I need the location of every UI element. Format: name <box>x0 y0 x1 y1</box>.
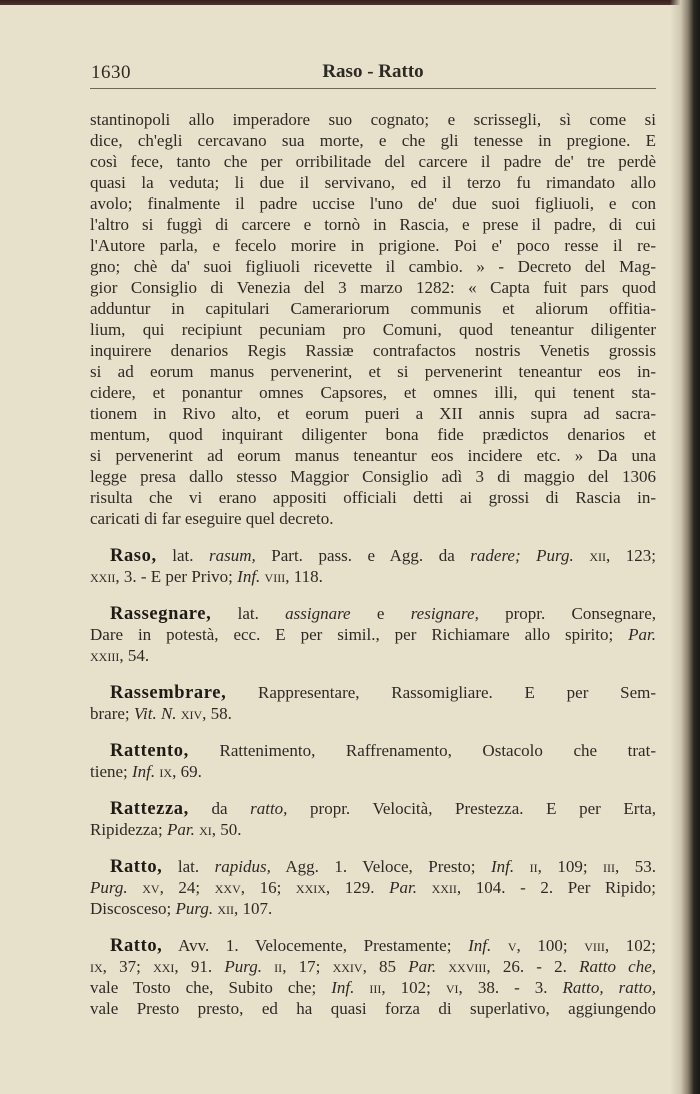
header-rule <box>90 88 656 89</box>
text-run: propr. Velocità, Prestezza. E per Erta, <box>287 799 656 818</box>
text-run: Agg. 1. Veloce, Presto; <box>270 857 491 876</box>
dictionary-entry <box>90 740 656 782</box>
roman-numeral: xxix <box>295 878 326 897</box>
roman-numeral: xxi <box>153 957 175 976</box>
text-run: , 85 <box>362 957 409 976</box>
text-line <box>90 235 656 256</box>
dictionary-entry <box>90 545 656 587</box>
italic-text: Ratto, ratto, <box>562 978 656 997</box>
italic-text: Inf. <box>468 936 492 955</box>
text-line <box>90 277 656 298</box>
text-run: , 16; <box>240 878 296 897</box>
text-run: vale Tosto che, Subito che; <box>90 978 332 997</box>
italic-text: rapidus, <box>214 857 271 876</box>
text-run: tionem in Rivo alto, et eorum pueri a XII annis supra ad sacra- <box>90 404 656 423</box>
dictionary-entry <box>90 856 656 919</box>
dictionary-entry <box>90 682 656 724</box>
text-run: , 107. <box>234 899 273 918</box>
roman-numeral: ii <box>261 957 283 976</box>
text-run: legge presa dallo stesso Maggior Consiglio adì 3 di maggio del 1306 <box>90 467 656 486</box>
roman-numeral: xxiv <box>332 957 363 976</box>
text-line <box>90 856 656 877</box>
text-run: quasi la veduta; li due il servivano, ed il terzo fu rimandato allo <box>90 173 656 192</box>
roman-numeral: xxii <box>416 878 457 897</box>
text-line <box>90 424 656 445</box>
text-run: vale Presto presto, ed ha quasi forza di superlativo, aggiungendo <box>90 999 656 1018</box>
text-line <box>90 761 656 782</box>
text-line <box>90 898 656 919</box>
text-line <box>90 403 656 424</box>
text-line <box>90 487 656 508</box>
text-run: Rappresentare, Rassomigliare. E per Sem- <box>226 683 656 702</box>
italic-text: Purg. <box>90 878 128 897</box>
text-line <box>90 603 656 624</box>
text-run: gno; chè da' suoi figliuoli ricevette il cambio. » - Decreto del Mag- <box>90 257 656 276</box>
dictionary-entry <box>90 935 656 1019</box>
text-run: avolo; finalmente il padre uccise l'uno de' due suoi figliuoli, e con <box>90 194 656 213</box>
roman-numeral: v <box>491 936 517 955</box>
text-line <box>90 109 656 130</box>
text-line <box>90 340 656 361</box>
text-run: Ripidezza; <box>90 820 167 839</box>
text-line <box>90 172 656 193</box>
italic-text: assignare <box>285 604 351 623</box>
text-line <box>90 130 656 151</box>
text-line <box>90 682 656 703</box>
italic-text: Inf. <box>331 978 355 997</box>
roman-numeral: xv <box>127 878 160 897</box>
italic-text: Par. <box>389 878 417 897</box>
italic-text: Par. <box>628 625 656 644</box>
text-line <box>90 361 656 382</box>
text-run: , 54. <box>119 646 150 665</box>
roman-numeral: iii <box>603 857 616 876</box>
text-line <box>90 214 656 235</box>
text-run: mentum, quod inquirant diligenter bona fide prædictos denarios et <box>90 425 656 444</box>
italic-text: resignare, <box>410 604 479 623</box>
roman-numeral: ii <box>514 857 538 876</box>
text-run: Avv. 1. Velocemente, Prestamente; <box>162 936 469 955</box>
italic-text: Ratto che, <box>579 957 657 976</box>
italic-text: Par. <box>166 820 195 839</box>
text-run: lium, qui recipiunt pecuniam pro Comuni, quod teneantur diligenter <box>90 320 656 339</box>
text-line <box>90 703 656 724</box>
text-run: lat. <box>162 857 215 876</box>
text-run: , 100; <box>516 936 585 955</box>
text-run: , 123; <box>605 546 656 565</box>
continued-paragraph <box>90 109 656 529</box>
headword: Rassegnare, <box>110 604 212 624</box>
text-run: l'altro si fuggì di carcere e tornò in Rascia, e prese il padre, di cui <box>90 215 656 234</box>
text-run: da <box>188 799 251 818</box>
italic-text: Purg. <box>175 899 214 918</box>
text-line <box>90 445 656 466</box>
italic-text: Vit. N. <box>133 704 177 723</box>
roman-numeral: xxviii <box>436 957 487 976</box>
text-run: stantinopoli allo imperadore suo cognato; e scrissegli, sì come si <box>90 110 656 129</box>
text-line <box>90 998 656 1019</box>
text-line <box>90 740 656 761</box>
text-line <box>90 508 656 529</box>
text-run: Rattenimento, Raffrenamento, Ostacolo che trat- <box>188 741 656 760</box>
headword: Rattezza, <box>110 799 189 819</box>
text-run: , 104. - 2. Per Ripido; <box>456 878 656 897</box>
italic-text: ratto, <box>250 799 288 818</box>
text-run: caricati di far eseguire quel decreto. <box>90 509 334 528</box>
book-binding-edge <box>670 0 700 1094</box>
text-run: , 118. <box>285 567 323 586</box>
text-line <box>90 193 656 214</box>
text-line <box>90 819 656 840</box>
text-run: , 69. <box>172 762 202 781</box>
text-run: , 3. - E per Privo; <box>115 567 238 586</box>
text-run: si pervenerint ad eorum manus teneantur eos incidere etc. » Da una <box>90 446 656 465</box>
roman-numeral: xi <box>194 820 212 839</box>
text-run: Part. pass. e Agg. da <box>255 546 471 565</box>
text-line <box>90 566 656 587</box>
text-run: , 102; <box>604 936 656 955</box>
text-line <box>90 545 656 566</box>
text-line <box>90 319 656 340</box>
running-title: Raso - Ratto <box>322 61 424 82</box>
headword: Raso, <box>110 546 157 566</box>
text-run: dice, ch'egli cercavano sua morte, e che gli tenesse in pregione. E <box>90 131 656 150</box>
italic-text: rasum, <box>209 546 256 565</box>
text-run: propr. Consegnare, <box>478 604 657 623</box>
text-run: , 38. - 3. <box>458 978 563 997</box>
roman-numeral: iii <box>354 978 382 997</box>
text-line <box>90 466 656 487</box>
roman-numeral: ix <box>155 762 173 781</box>
text-run: , 50. <box>211 820 242 839</box>
text-run: cidere, et ponantur omnes Capsores, et omnes illi, qui tenent sta- <box>90 383 656 402</box>
text-line <box>90 624 656 645</box>
italic-text: Inf. <box>237 567 261 586</box>
text-line <box>90 382 656 403</box>
headword: Ratto, <box>110 936 163 956</box>
italic-text: Inf. <box>490 857 515 876</box>
text-run: e <box>350 604 411 623</box>
text-run: Dare in potestà, ecc. E per simil., per Richiamare allo spirito; <box>90 625 629 644</box>
page-body <box>90 109 656 1035</box>
text-run: brare; <box>90 704 134 723</box>
text-run: , 17; <box>282 957 333 976</box>
text-run: Discosceso; <box>90 899 176 918</box>
text-run: , 102; <box>381 978 446 997</box>
text-run: si ad eorum manus pervenerint, et si pervenerint teneantur eos in- <box>90 362 656 381</box>
roman-numeral: xiv <box>176 704 203 723</box>
text-run: lat. <box>156 546 209 565</box>
text-line <box>90 645 656 666</box>
text-line <box>90 298 656 319</box>
text-run: , 91. <box>174 957 225 976</box>
text-run: tiene; <box>90 762 133 781</box>
text-run: risulta che vi erano appositi officiali detti ai grossi di Rascia in- <box>90 488 656 507</box>
roman-numeral: xii <box>573 546 606 565</box>
headword: Ratto, <box>110 857 163 877</box>
roman-numeral: xxiii <box>90 646 120 665</box>
text-run: , 26. - 2. <box>486 957 580 976</box>
italic-text: Par. <box>408 957 437 976</box>
text-run: , 24; <box>159 878 215 897</box>
roman-numeral: viii <box>584 936 605 955</box>
italic-text: Inf. <box>132 762 156 781</box>
text-run: , 58. <box>202 704 232 723</box>
roman-numeral: viii <box>260 567 286 586</box>
text-line <box>90 877 656 898</box>
italic-text: Purg. <box>224 957 262 976</box>
text-line <box>90 256 656 277</box>
roman-numeral: vi <box>445 978 459 997</box>
dictionary-entry <box>90 603 656 666</box>
page-top-edge <box>0 0 700 5</box>
text-line <box>90 956 656 977</box>
text-run: lat. <box>211 604 286 623</box>
roman-numeral: xxv <box>214 878 241 897</box>
text-run: , 109; <box>537 857 604 876</box>
text-run: l'Autore parla, e fecelo morire in prigione. Poi e' poco resse il re- <box>90 236 656 255</box>
text-run: , 129. <box>325 878 390 897</box>
headword: Rassembrare, <box>110 683 227 703</box>
text-run: adduntur in capitulari Camerariorum communis et aliorum offitia- <box>90 299 656 318</box>
headword: Rattento, <box>110 741 189 761</box>
text-run: gior Consiglio di Venezia del 3 marzo 1282: « Capta fuit pars quod <box>90 278 656 297</box>
text-run: , 53. <box>615 857 657 876</box>
text-run: inquirere denarios Regis Rassiæ contrafactos nostris Venetis grossis <box>90 341 656 360</box>
dictionary-entry <box>90 798 656 840</box>
italic-text: radere; Purg. <box>470 546 574 565</box>
roman-numeral: xxii <box>90 567 116 586</box>
text-run: , 37; <box>102 957 154 976</box>
roman-numeral: xii <box>213 899 235 918</box>
text-line <box>90 151 656 172</box>
text-run: così fece, tanto che per orribilitade del carcere il padre de' tre perdè <box>90 152 656 171</box>
roman-numeral: ix <box>90 957 103 976</box>
text-line <box>90 977 656 998</box>
text-line <box>90 798 656 819</box>
text-line <box>90 935 656 956</box>
page-number: 1630 <box>91 62 131 83</box>
